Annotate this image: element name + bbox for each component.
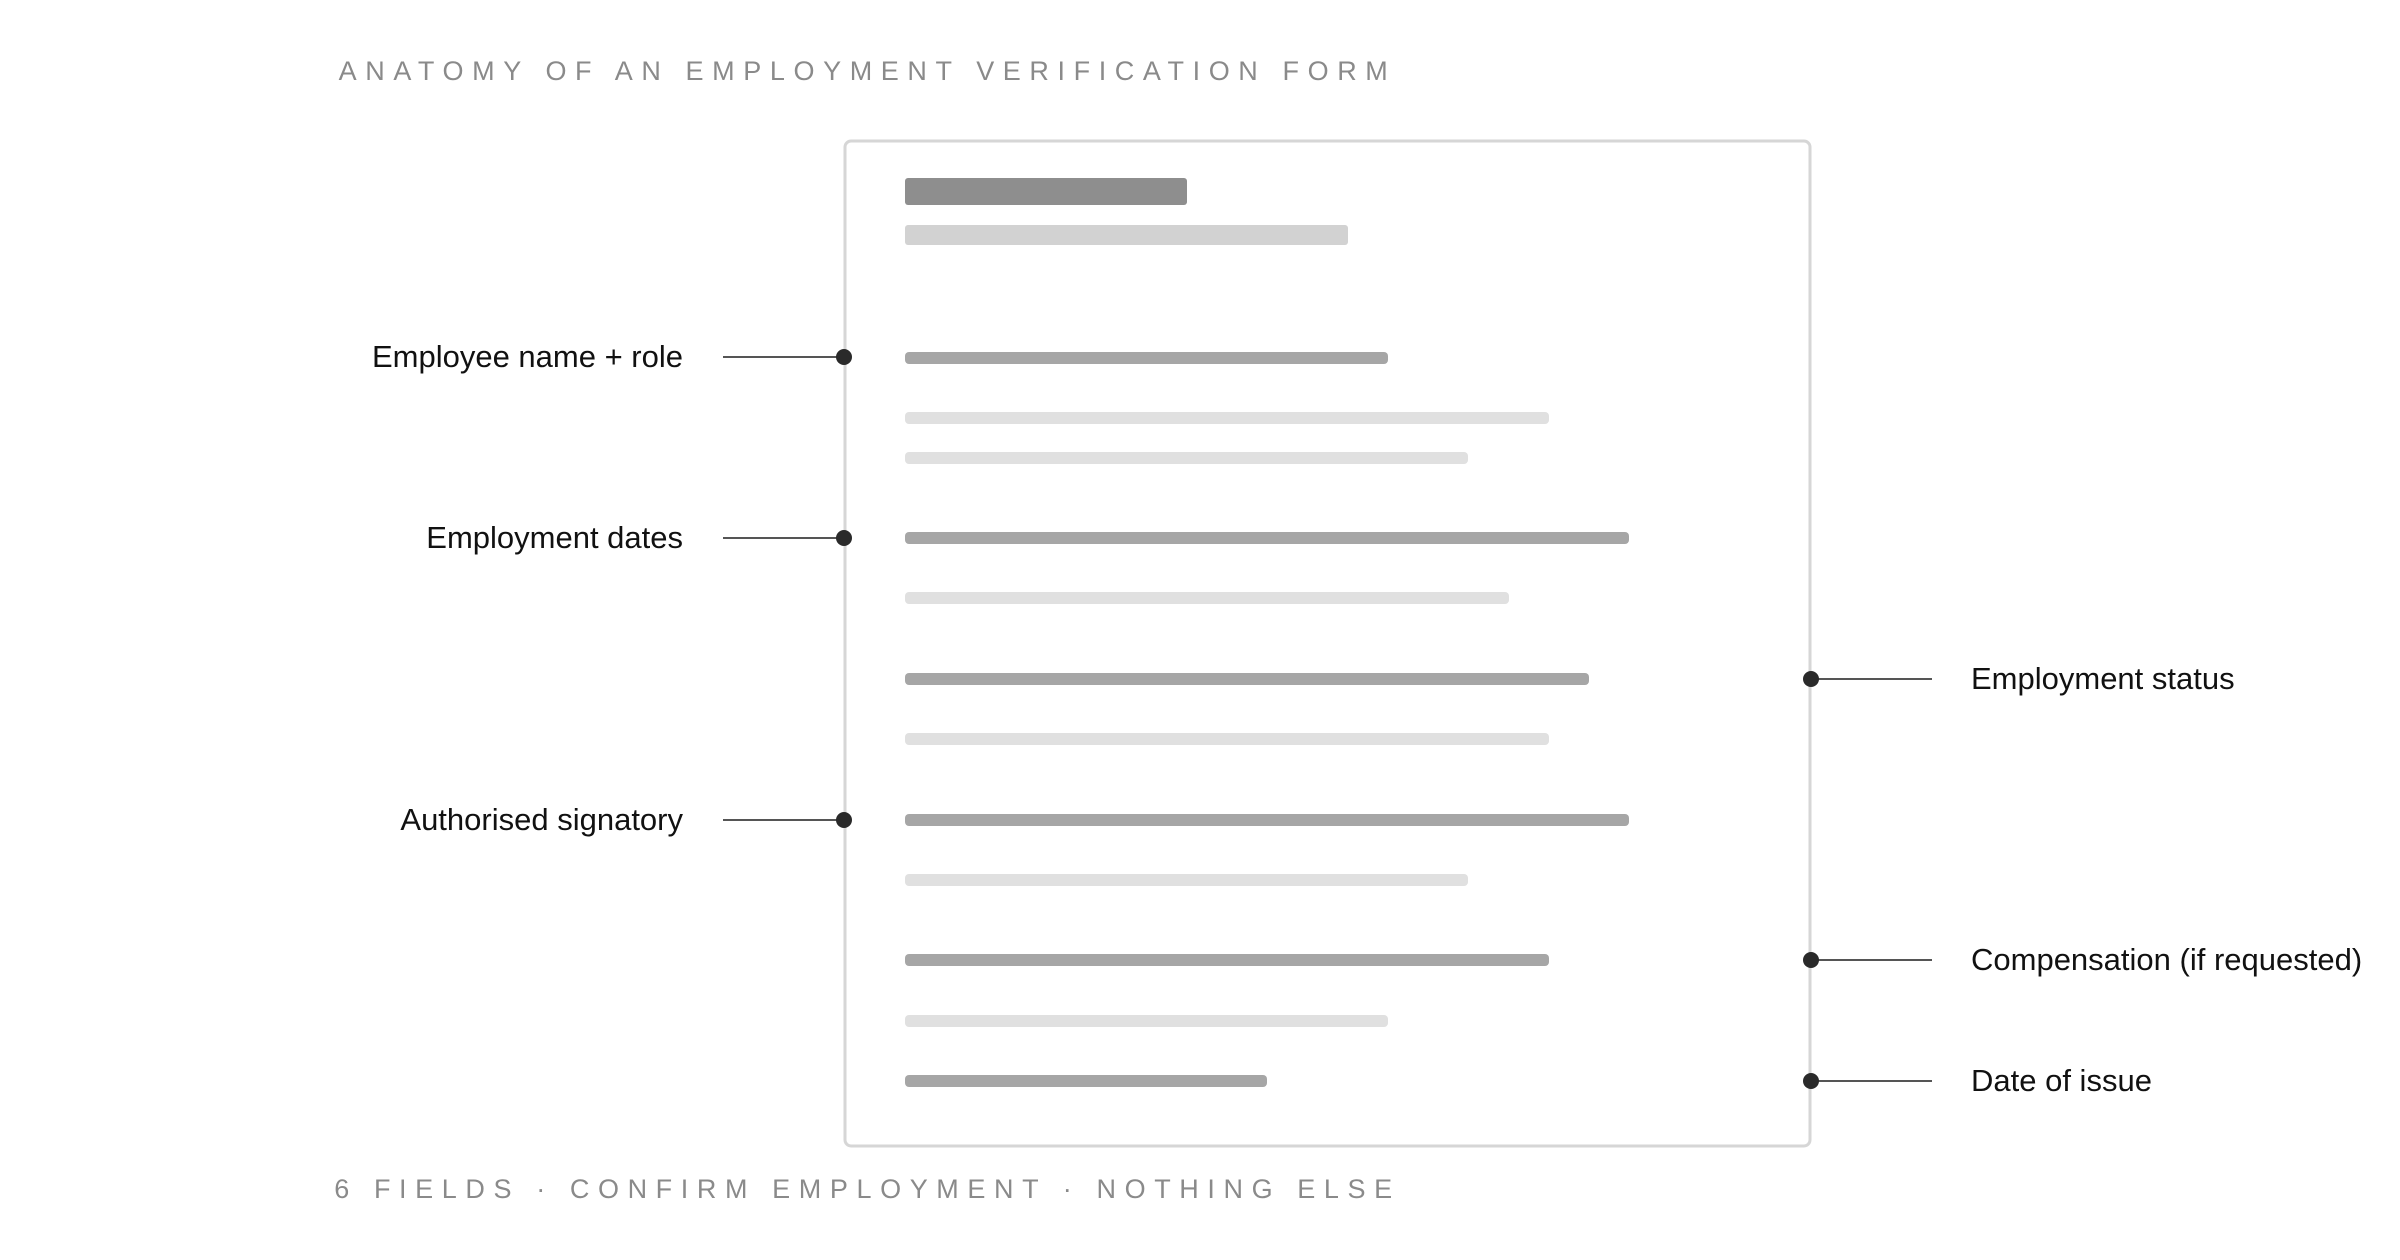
diagram-footer: 6 FIELDS · CONFIRM EMPLOYMENT · NOTHING ELSE	[334, 1174, 1401, 1204]
detail-bar	[905, 733, 1549, 745]
label-employment-status: Employment status	[1971, 661, 2235, 696]
leader-dot-authorised-signatory	[836, 812, 852, 828]
form-subheader-bar	[905, 225, 1348, 245]
form-header-bar	[905, 178, 1187, 205]
detail-bar	[905, 452, 1468, 464]
label-employment-dates: Employment dates	[426, 520, 683, 555]
diagram-title: ANATOMY OF AN EMPLOYMENT VERIFICATION FORM	[338, 56, 1397, 86]
leader-dot-employment-status	[1803, 671, 1819, 687]
label-date-of-issue: Date of issue	[1971, 1063, 2152, 1098]
field-bar-employment-status	[905, 673, 1589, 685]
detail-bar	[905, 592, 1509, 604]
leader-dot-employee-name-role	[836, 349, 852, 365]
field-bar-date-of-issue	[905, 1075, 1267, 1087]
label-authorised-signatory: Authorised signatory	[400, 802, 683, 837]
detail-bar	[905, 874, 1468, 886]
label-compensation: Compensation (if requested)	[1971, 942, 2363, 977]
leader-dot-employment-dates	[836, 530, 852, 546]
leader-dot-compensation	[1803, 952, 1819, 968]
detail-bar	[905, 412, 1549, 424]
leader-dot-date-of-issue	[1803, 1073, 1819, 1089]
field-bar-employee-name-role	[905, 352, 1388, 364]
form-card	[845, 141, 1810, 1146]
label-employee-name-role: Employee name + role	[371, 339, 683, 374]
field-bar-compensation	[905, 954, 1549, 966]
detail-bar	[905, 1015, 1388, 1027]
field-bar-employment-dates	[905, 532, 1629, 544]
field-bar-authorised-signatory	[905, 814, 1629, 826]
